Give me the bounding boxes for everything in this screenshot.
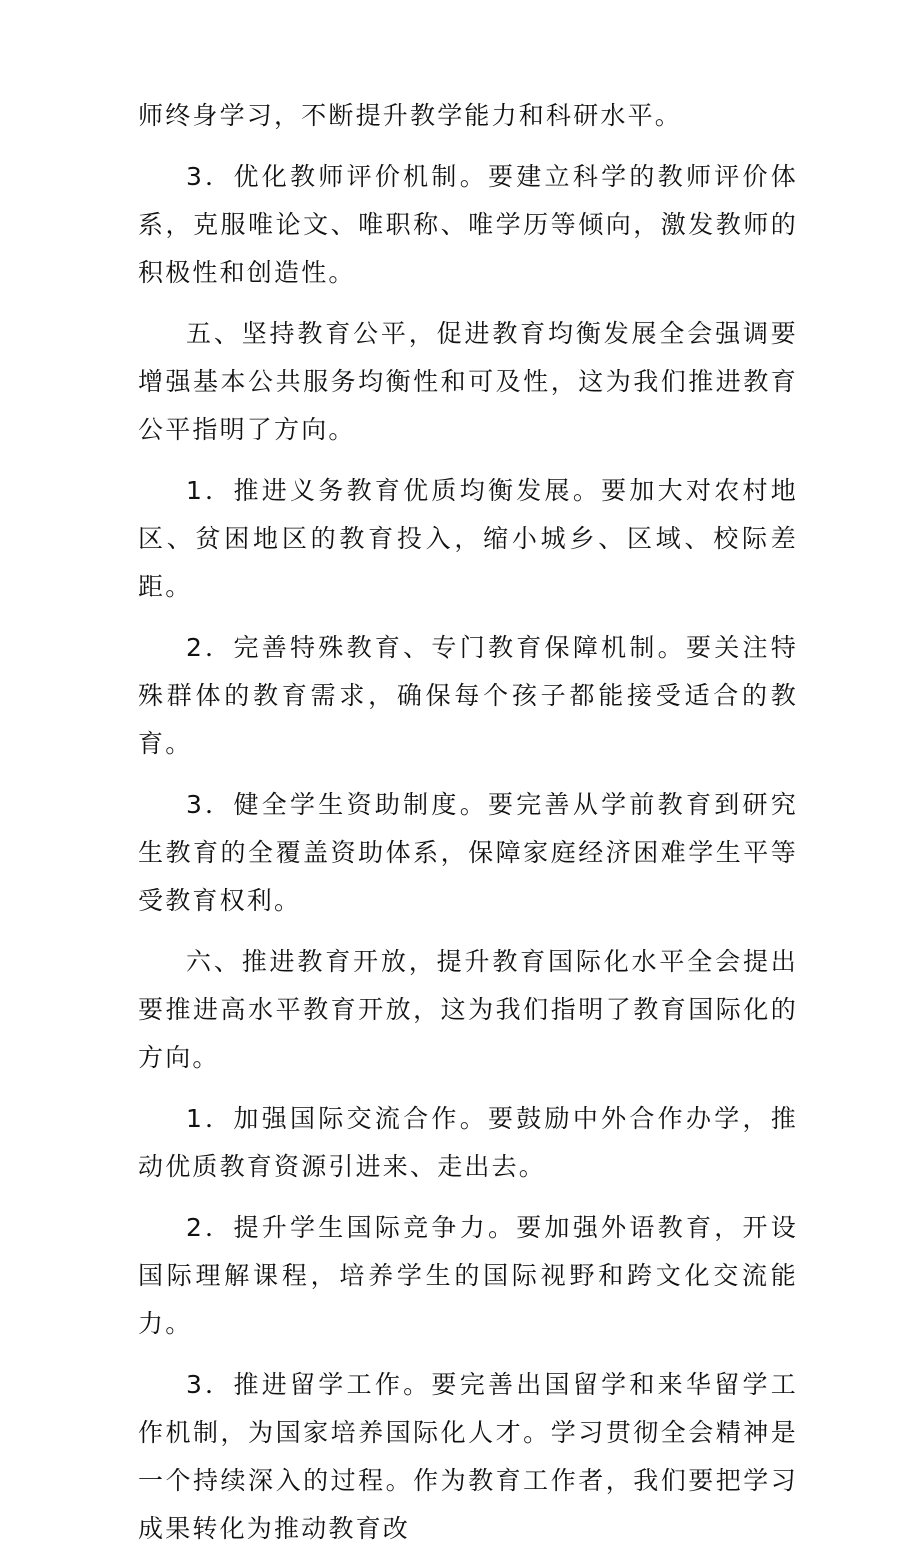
section-heading-education-opening: 六、推进教育开放，提升教育国际化水平全会提出要推进高水平教育开放，这为我们指明了教育国际化的方向。 bbox=[138, 947, 798, 1072]
paragraph-study-abroad: 3．推进留学工作。要完善出国留学和来华留学工作机制，为国家培养国际化人才。学习贯彻全会精神是一个持续深入的过程。作为教育工作者，我们要把学习成果转化为推动教育改 bbox=[138, 1370, 798, 1543]
paragraph-student-competitiveness: 2．提升学生国际竞争力。要加强外语教育，开设国际理解课程，培养学生的国际视野和跨文化交流能力。 bbox=[138, 1213, 798, 1338]
paragraph-continuation: 师终身学习，不断提升教学能力和科研水平。 bbox=[138, 101, 683, 130]
paragraph-special-education: 2．完善特殊教育、专门教育保障机制。要关注特殊群体的教育需求，确保每个孩子都能接受适合的教育。 bbox=[138, 633, 798, 758]
paragraph-international-exchange: 1．加强国际交流合作。要鼓励中外合作办学，推动优质教育资源引进来、走出去。 bbox=[138, 1104, 798, 1181]
document-body bbox=[138, 92, 798, 1553]
section-heading-education-equity: 五、坚持教育公平，促进教育均衡发展全会强调要增强基本公共服务均衡性和可及性，这为我们推进教育公平指明了方向。 bbox=[138, 319, 798, 444]
paragraph-compulsory-education: 1．推进义务教育优质均衡发展。要加大对农村地区、贫困地区的教育投入，缩小城乡、区域、校际差距。 bbox=[138, 476, 798, 601]
paragraph-student-aid: 3．健全学生资助制度。要完善从学前教育到研究生教育的全覆盖资助体系，保障家庭经济困难学生平等受教育权利。 bbox=[138, 790, 798, 915]
paragraph-teacher-evaluation: 3．优化教师评价机制。要建立科学的教师评价体系，克服唯论文、唯职称、唯学历等倾向，激发教师的积极性和创造性。 bbox=[138, 162, 798, 287]
